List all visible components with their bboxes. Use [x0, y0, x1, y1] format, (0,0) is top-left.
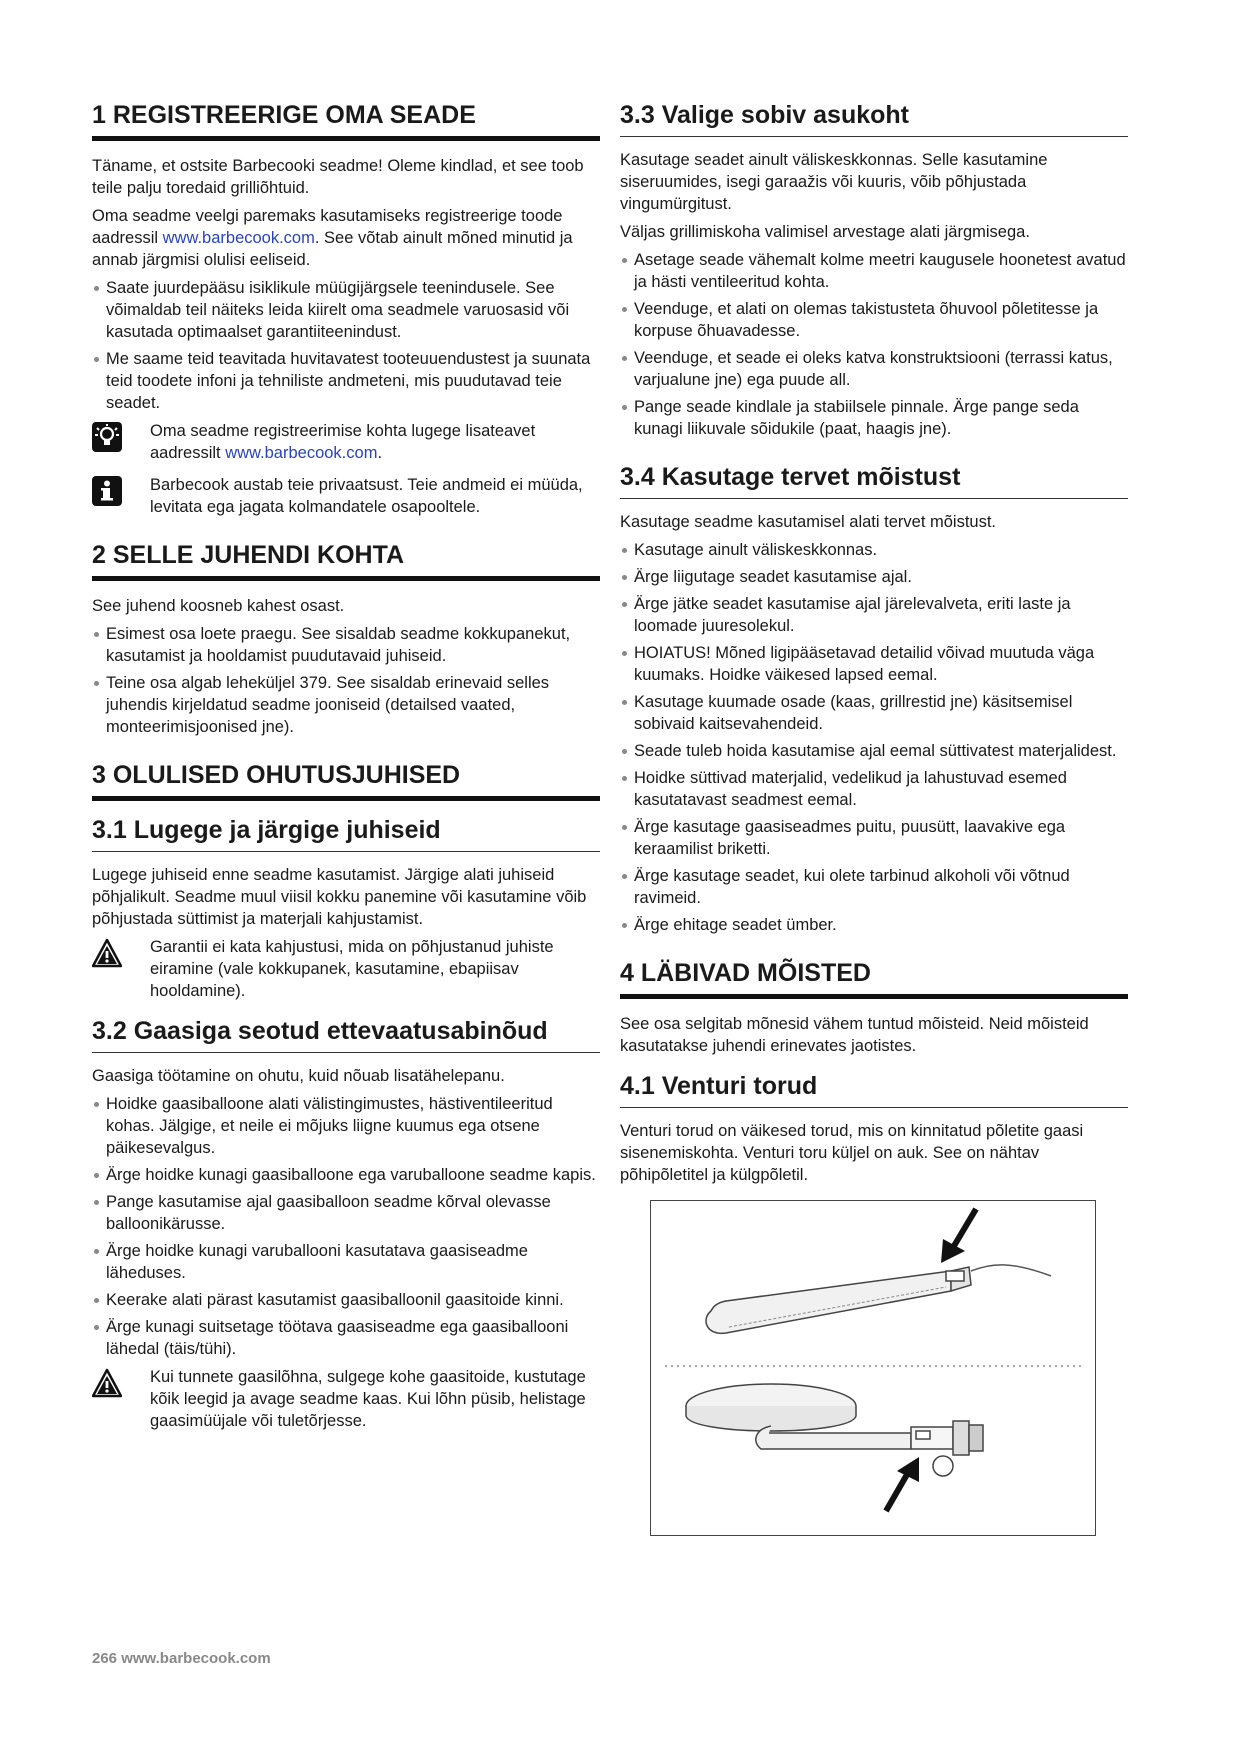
section-2-title: 2 SELLE JUHENDI KOHTA: [92, 540, 600, 581]
section-3-3-title: 3.3 Valige sobiv asukoht: [620, 100, 1128, 137]
s33-paragraph-2: Väljas grillimiskoha valimisel arvestage alati järgmisega.: [620, 223, 1030, 241]
section-1-title: 1 REGISTREERIGE OMA SEADE: [92, 100, 600, 141]
list-item: Saate juurdepääsu isiklikule müügijärgsele teenindusele. See võimaldab teil näiteks leida kiirelt oma seadmele varuosasid või kasutada optimaalset garantiiteenindust.: [92, 277, 600, 343]
info-icon: [92, 476, 122, 506]
s1-paragraph-1: Täname, et ostsite Barbecooki seadme! Oleme kindlad, et see toob teile palju toredaid grilliõhtuid.: [92, 157, 584, 197]
section-4-title: 4 LÄBIVAD MÕISTED: [620, 958, 1128, 999]
list-item: Esimest osa loete praegu. See sisaldab seadme kokkupanekut, kasutamist ja hooldamist puudutavaid juhiseid.: [92, 623, 600, 667]
s32-paragraph: Gaasiga töötamine on ohutu, kuid nõuab lisatähelepanu.: [92, 1067, 505, 1085]
list-item: Ärge liigutage seadet kasutamise ajal.: [620, 566, 1128, 588]
list-item: Keerake alati pärast kasutamist gaasiballoonil gaasitoide kinni.: [92, 1289, 600, 1311]
s31-paragraph: Lugege juhiseid enne seadme kasutamist. Järgige alati juhiseid põhjalikult. Seadme muul viisil kokku panemine või kasutamine võib põhjustada süttimist ja materjali kahjustamist.: [92, 866, 587, 928]
s4-paragraph: See osa selgitab mõnesid vähem tuntud mõisteid. Neid mõisteid kasutatakse juhendi erinevates jaotistes.: [620, 1015, 1089, 1055]
list-item: Teine osa algab leheküljel 379. See sisaldab erinevaid selles juhendis kirjeldatud seadme jooniseid (detailsed vaated, monteerimisjoonised jne).: [92, 672, 600, 738]
list-item: Veenduge, et alati on olemas takistusteta õhuvool põletitesse ja korpuse õhuavadesse.: [620, 298, 1128, 342]
list-item: Veenduge, et seade ei oleks katva konstruktsiooni (terrassi katus, varjualune jne) ega puude all.: [620, 347, 1128, 391]
warning-note-text: Kui tunnete gaasilõhna, sulgege kohe gaasitoide, kustutage kõik leegid ja avage seadme kaas. Kui lõhn püsib, helistage gaasimüüjale või tuletõrjesse.: [150, 1368, 586, 1430]
list-item: Pange kasutamise ajal gaasiballoon seadme kõrval olevasse balloonikärusse.: [92, 1191, 600, 1235]
section-3-2: [92, 1016, 600, 1432]
warning-note: [92, 1366, 600, 1432]
s2-bullet-list: [92, 623, 600, 738]
list-item: Ärge hoidke kunagi gaasiballoone ega varuballoone seadme kapis.: [92, 1164, 600, 1186]
side-burner-drawing: [686, 1384, 983, 1476]
list-item: Pange seade kindlale ja stabiilsele pinnale. Ärge pange seda kunagi liikuvale sõidukile (paat, haagis jne).: [620, 396, 1128, 440]
warning-triangle-icon: [92, 938, 122, 968]
list-item: Ärge jätke seadet kasutamise ajal järelevalveta, eriti laste ja loomade juuresolekul.: [620, 593, 1128, 637]
s32-bullet-list: [92, 1093, 600, 1360]
list-item: Ärge kasutage seadet, kui olete tarbinud alkoholi või võtnud ravimeid.: [620, 865, 1128, 909]
warning-triangle-icon: [92, 1368, 122, 1398]
barbecook-link[interactable]: www.barbecook.com: [162, 229, 315, 247]
list-item: Asetage seade vähemalt kolme meetri kaugusele hoonetest avatud ja hästi ventileeritud kohta.: [620, 249, 1128, 293]
list-item: Me saame teid teavitada huvitavatest tooteuuendustest ja suunata teid toodete infoni ja tehniliste andmeteni, mis puudutavad teie seadet.: [92, 348, 600, 414]
tip-note: [92, 420, 600, 464]
section-3: [92, 760, 600, 1002]
s1-bullet-list: [92, 277, 600, 414]
list-item: Ärge ehitage seadet ümber.: [620, 914, 1128, 936]
venturi-illustration: [651, 1201, 1095, 1535]
venturi-tube-figure: [650, 1200, 1096, 1536]
burner-drawing: [706, 1265, 1051, 1334]
section-3-4-title: 3.4 Kasutage tervet mõistust: [620, 462, 1128, 499]
list-item: Hoidke süttivad materjalid, vedelikud ja lahustuvad esemed kasutatavast seadmest eemal.: [620, 767, 1128, 811]
section-3-4: [620, 462, 1128, 936]
tip-note-text: Oma seadme registreerimise kohta lugege lisateavet aadressilt www.barbecook.com.: [150, 422, 536, 462]
list-item: Ärge kunagi suitsetage töötava gaasiseadme ega gaasiballooni lähedal (täis/tühi).: [92, 1316, 600, 1360]
list-item: Seade tuleb hoida kasutamise ajal eemal süttivatest materjalidest.: [620, 740, 1128, 762]
list-item: HOIATUS! Mõned ligipääsetavad detailid võivad muutuda väga kuumaks. Hoidke väikesed lapsed eemal.: [620, 642, 1128, 686]
s34-bullet-list: [620, 539, 1128, 936]
section-4-1: [620, 1071, 1128, 1536]
info-note-text: Barbecook austab teie privaatsust. Teie andmeid ei müüda, levitata ega jagata kolmandatele osapooltele.: [150, 476, 583, 516]
section-4: [620, 958, 1128, 1057]
section-3-title: 3 OLULISED OHUTUSJUHISED: [92, 760, 600, 801]
page-footer: 266 www.barbecook.com: [92, 1650, 271, 1667]
warning-note-text: Garantii ei kata kahjustusi, mida on põhjustanud juhiste eiramine (vale kokkupanek, kasutamine, ebapiisav hooldamine).: [150, 938, 554, 1000]
right-column: [620, 100, 1128, 1558]
s34-paragraph: Kasutage seadme kasutamisel alati tervet mõistust.: [620, 513, 997, 531]
lightbulb-icon: [92, 422, 122, 452]
info-note: [92, 474, 600, 518]
list-item: Kasutage kuumade osade (kaas, grillrestid jne) käsitsemisel sobivaid kaitsevahendeid.: [620, 691, 1128, 735]
section-2: [92, 540, 600, 738]
s2-paragraph: See juhend koosneb kahest osast.: [92, 597, 345, 615]
barbecook-link[interactable]: www.barbecook.com: [225, 444, 378, 462]
s33-paragraph-1: Kasutage seadet ainult väliskeskkonnas. Selle kasutamine siseruumides, isegi garaažis või kuuris, võib põhjustada vingumürgitust.: [620, 151, 1048, 213]
s1-paragraph-2: Oma seadme veelgi paremaks kasutamiseks registreerige toode aadressil www.barbecook.com. See võtab ainult mõned minutid ja annab järgmisi olulisi eeliseid.: [92, 207, 573, 269]
warning-note: [92, 936, 600, 1002]
section-3-3: [620, 100, 1128, 440]
section-1: [92, 100, 600, 518]
list-item: Ärge hoidke kunagi varuballooni kasutatava gaasiseadme läheduses.: [92, 1240, 600, 1284]
section-3-1-title: 3.1 Lugege ja järgige juhiseid: [92, 815, 600, 852]
s41-paragraph: Venturi torud on väikesed torud, mis on kinnitatud põletite gaasi sisenemiskohta. Venturi toru küljel on auk. See on nähtav põhipõletitel ja külgpõletil.: [620, 1122, 1084, 1184]
section-4-1-title: 4.1 Venturi torud: [620, 1071, 1128, 1108]
list-item: Kasutage ainult väliskeskkonnas.: [620, 539, 1128, 561]
left-column: [92, 100, 600, 1454]
arrow-down-icon: [941, 1209, 976, 1263]
arrow-up-icon: [886, 1457, 919, 1511]
list-item: Ärge kasutage gaasiseadmes puitu, puusütt, laavakive ega keraamilist briketti.: [620, 816, 1128, 860]
list-item: Hoidke gaasiballoone alati välistingimustes, hästiventileeritud kohas. Jälgige, et neile ei mõjuks liigne kuumus ega otsene päikesevalgus.: [92, 1093, 600, 1159]
section-3-2-title: 3.2 Gaasiga seotud ettevaatusabinõud: [92, 1016, 600, 1053]
s33-bullet-list: [620, 249, 1128, 440]
